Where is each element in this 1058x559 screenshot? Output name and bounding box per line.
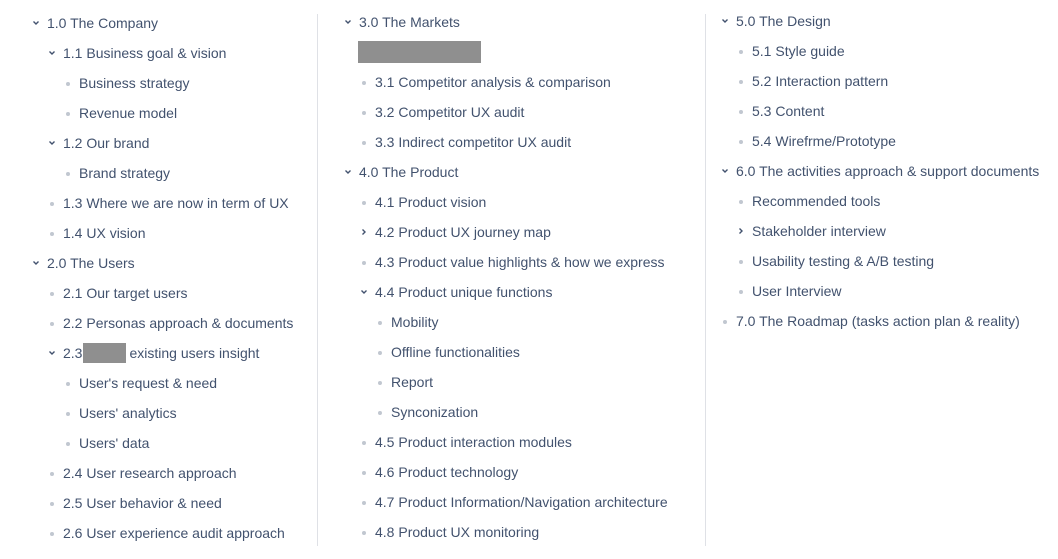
tree-item[interactable] bbox=[47, 343, 259, 363]
tree-item-label[interactable]: existing users insight bbox=[129, 345, 260, 361]
tree-item[interactable] bbox=[63, 73, 190, 93]
bullet-icon bbox=[47, 493, 57, 513]
chevron-down-icon[interactable] bbox=[47, 343, 57, 363]
tree-item-label[interactable]: 2.2 Personas approach & documents bbox=[63, 315, 294, 331]
tree-item-label[interactable]: Users' data bbox=[79, 435, 150, 451]
chevron-right-icon[interactable] bbox=[736, 221, 746, 241]
chevron-down-icon[interactable] bbox=[343, 162, 353, 182]
tree-item[interactable] bbox=[47, 193, 289, 213]
bullet-icon bbox=[736, 281, 746, 301]
tree-item-label[interactable]: 1.2 Our brand bbox=[63, 135, 150, 151]
chevron-down-icon[interactable] bbox=[343, 12, 353, 32]
tree-item[interactable] bbox=[736, 131, 896, 151]
tree-item[interactable] bbox=[359, 222, 551, 242]
tree-item-label[interactable]: 4.1 Product vision bbox=[375, 194, 487, 210]
column-divider bbox=[317, 14, 318, 546]
tree-item-label[interactable]: 6.0 The activities approach & support documents bbox=[736, 163, 1040, 179]
tree-item[interactable] bbox=[47, 223, 145, 243]
tree-item-label[interactable]: 7.0 The Roadmap (tasks action plan & reality) bbox=[736, 313, 1020, 329]
tree-item-label[interactable]: Business strategy bbox=[79, 75, 190, 91]
tree-item[interactable] bbox=[375, 372, 433, 392]
tree-item-label[interactable]: 5.3 Content bbox=[752, 103, 825, 119]
tree-item[interactable] bbox=[47, 463, 237, 483]
tree-item-label[interactable]: Offline functionalities bbox=[391, 344, 520, 360]
chevron-right-icon[interactable] bbox=[359, 222, 369, 242]
bullet-icon bbox=[720, 311, 730, 331]
bullet-icon bbox=[736, 251, 746, 271]
chevron-down-icon[interactable] bbox=[47, 133, 57, 153]
tree-item[interactable] bbox=[359, 282, 552, 302]
tree-item-label[interactable]: 2.0 The Users bbox=[47, 255, 135, 271]
bullet-icon bbox=[359, 102, 369, 122]
tree-item-label[interactable]: 2.6 User experience audit approach bbox=[63, 525, 285, 541]
tree-item[interactable] bbox=[359, 462, 518, 482]
tree-item-label[interactable]: 3.0 The Markets bbox=[359, 14, 460, 30]
tree-item-label[interactable]: User Interview bbox=[752, 283, 842, 299]
tree-item-label[interactable]: Usability testing & A/B testing bbox=[752, 253, 935, 269]
tree-item[interactable] bbox=[47, 283, 188, 303]
tree-item[interactable] bbox=[63, 433, 149, 453]
tree-item-label[interactable]: 4.0 The Product bbox=[359, 164, 459, 180]
bullet-icon bbox=[47, 193, 57, 213]
tree-item-label[interactable]: Stakeholder interview bbox=[752, 223, 886, 239]
bullet-icon bbox=[736, 101, 746, 121]
tree-item[interactable] bbox=[47, 313, 293, 333]
tree-item-label[interactable]: 5.4 Wirefrme/Prototype bbox=[752, 133, 896, 149]
tree-item-label[interactable]: Report bbox=[391, 374, 434, 390]
tree-item[interactable] bbox=[359, 432, 572, 452]
tree-item[interactable] bbox=[375, 342, 520, 362]
tree-item[interactable] bbox=[359, 102, 524, 122]
tree-item[interactable] bbox=[47, 133, 149, 153]
tree-item-label[interactable]: 5.1 Style guide bbox=[752, 43, 845, 59]
tree-item[interactable] bbox=[359, 252, 665, 272]
bullet-icon bbox=[63, 103, 73, 123]
tree-item-label[interactable]: 5.0 The Design bbox=[736, 13, 831, 29]
tree-item-label[interactable]: 1.3 Where we are now in term of UX bbox=[63, 195, 289, 211]
tree-item[interactable] bbox=[720, 161, 1039, 181]
tree-item[interactable] bbox=[359, 522, 539, 542]
tree-item-label[interactable]: 3.1 Competitor analysis & comparison bbox=[375, 74, 611, 90]
tree-item-label[interactable]: Revenue model bbox=[79, 105, 178, 121]
tree-item-label[interactable]: 2.5 User behavior & need bbox=[63, 495, 222, 511]
tree-item-label[interactable]: 4.7 Product Information/Navigation architecture bbox=[375, 494, 668, 510]
bullet-icon bbox=[359, 72, 369, 92]
tree-item-label[interactable]: 4.3 Product value highlights & how we express bbox=[375, 254, 665, 270]
bullet-icon bbox=[375, 312, 385, 332]
tree-item-label[interactable]: 1.0 The Company bbox=[47, 15, 159, 31]
tree-item-label[interactable]: Synconization bbox=[391, 404, 479, 420]
tree-item[interactable] bbox=[736, 221, 886, 241]
tree-item-label[interactable]: 2.4 User research approach bbox=[63, 465, 237, 481]
bullet-icon bbox=[359, 462, 369, 482]
tree-item[interactable] bbox=[343, 12, 460, 32]
tree-item[interactable] bbox=[736, 71, 888, 91]
tree-item-label[interactable]: Users' analytics bbox=[79, 405, 177, 421]
tree-item[interactable] bbox=[47, 493, 222, 513]
tree-item-label[interactable]: 4.4 Product unique functions bbox=[375, 284, 553, 300]
tree-item[interactable] bbox=[720, 11, 831, 31]
tree-item-label[interactable]: 3.3 Indirect competitor UX audit bbox=[375, 134, 572, 150]
tree-item[interactable] bbox=[720, 311, 1020, 331]
bullet-icon bbox=[359, 522, 369, 542]
bullet-icon bbox=[375, 342, 385, 362]
bullet-icon bbox=[47, 463, 57, 483]
bullet-icon bbox=[359, 252, 369, 272]
tree-item[interactable] bbox=[375, 402, 478, 422]
tree-item-label[interactable]: Brand strategy bbox=[79, 165, 171, 181]
bullet-icon bbox=[47, 283, 57, 303]
bullet-icon bbox=[736, 191, 746, 211]
tree-item[interactable] bbox=[375, 312, 438, 332]
tree-item[interactable] bbox=[736, 191, 880, 211]
redacted-block bbox=[83, 343, 126, 363]
tree-item-label[interactable]: 2.1 Our target users bbox=[63, 285, 188, 301]
bullet-icon bbox=[63, 403, 73, 423]
bullet-icon bbox=[63, 433, 73, 453]
tree-item[interactable] bbox=[47, 43, 226, 63]
bullet-icon bbox=[375, 372, 385, 392]
tree-item-label[interactable]: Recommended tools bbox=[752, 193, 881, 209]
tree-item-label[interactable]: 4.5 Product interaction modules bbox=[375, 434, 572, 450]
bullet-icon bbox=[359, 432, 369, 452]
bullet-icon bbox=[359, 492, 369, 512]
tree-item[interactable] bbox=[736, 251, 934, 271]
bullet-icon bbox=[47, 523, 57, 543]
chevron-down-icon[interactable] bbox=[31, 13, 41, 33]
tree-item[interactable] bbox=[736, 101, 824, 121]
chevron-down-icon[interactable] bbox=[720, 161, 730, 181]
tree-item-label[interactable]: 4.8 Product UX monitoring bbox=[375, 524, 540, 540]
tree-item-label[interactable]: 5.2 Interaction pattern bbox=[752, 73, 889, 89]
tree-item[interactable] bbox=[359, 72, 611, 92]
bullet-icon bbox=[736, 71, 746, 91]
bullet-icon bbox=[63, 163, 73, 183]
tree-item[interactable] bbox=[736, 41, 845, 61]
tree-item[interactable] bbox=[63, 373, 217, 393]
bullet-icon bbox=[736, 41, 746, 61]
bullet-icon bbox=[47, 223, 57, 243]
bullet-icon bbox=[736, 131, 746, 151]
tree-item[interactable] bbox=[359, 192, 486, 212]
bullet-icon bbox=[359, 132, 369, 152]
tree-item[interactable] bbox=[343, 162, 458, 182]
chevron-down-icon[interactable] bbox=[47, 43, 57, 63]
redacted-block bbox=[358, 41, 481, 63]
tree-item-label[interactable]: 4.2 Product UX journey map bbox=[375, 224, 551, 240]
tree-item[interactable] bbox=[47, 523, 285, 543]
bullet-icon bbox=[375, 402, 385, 422]
bullet-icon bbox=[63, 73, 73, 93]
tree-item[interactable] bbox=[31, 253, 135, 273]
tree-item[interactable] bbox=[31, 13, 158, 33]
chevron-down-icon[interactable] bbox=[720, 11, 730, 31]
tree-item[interactable] bbox=[63, 163, 170, 183]
tree-item-label[interactable]: 1.4 UX vision bbox=[63, 225, 146, 241]
bullet-icon bbox=[47, 313, 57, 333]
tree-item-label[interactable]: 2.3 bbox=[63, 345, 83, 361]
tree-item[interactable] bbox=[736, 281, 841, 301]
tree-item[interactable] bbox=[359, 492, 668, 512]
chevron-down-icon[interactable] bbox=[31, 253, 41, 273]
tree-item-label[interactable]: 4.6 Product technology bbox=[375, 464, 519, 480]
tree-item[interactable] bbox=[63, 403, 177, 423]
tree-item[interactable] bbox=[359, 132, 571, 152]
tree-item-label[interactable]: 3.2 Competitor UX audit bbox=[375, 104, 525, 120]
tree-item-label[interactable]: 1.1 Business goal & vision bbox=[63, 45, 227, 61]
tree-item[interactable] bbox=[63, 103, 177, 123]
tree-item-label[interactable]: User's request & need bbox=[79, 375, 218, 391]
tree-item[interactable] bbox=[358, 42, 481, 62]
tree-item-label[interactable]: Mobility bbox=[391, 314, 439, 330]
bullet-icon bbox=[63, 373, 73, 393]
column-divider bbox=[705, 14, 706, 546]
bullet-icon bbox=[359, 192, 369, 212]
chevron-down-icon[interactable] bbox=[359, 282, 369, 302]
